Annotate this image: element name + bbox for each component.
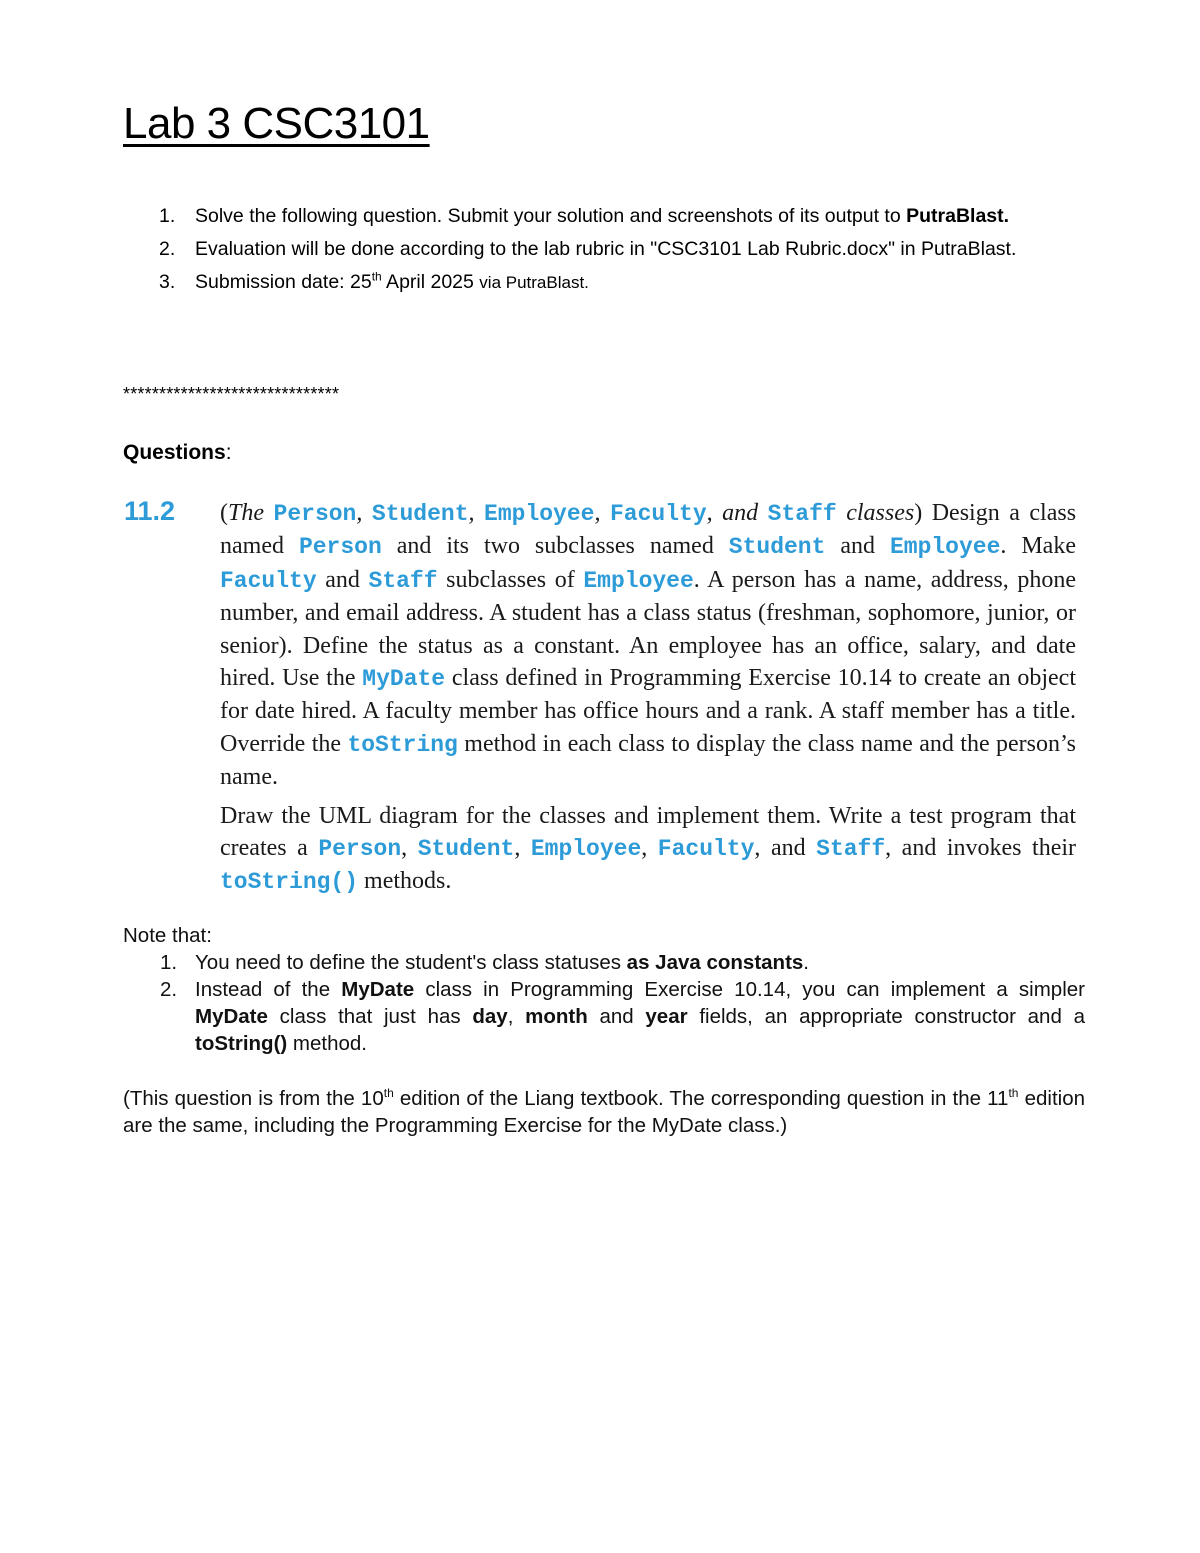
instruction-list — [159, 200, 1059, 299]
instruction-item — [159, 233, 1059, 266]
note-item — [123, 976, 1085, 1057]
note-bold-text: year — [645, 1005, 688, 1028]
note-text: , — [507, 1005, 526, 1028]
code-term: Person — [318, 836, 402, 863]
questions-colon: : — [225, 441, 232, 464]
note-heading: Note that: — [123, 924, 212, 947]
list-number: 2. — [160, 978, 178, 1001]
instruction-text: April 2025 — [381, 271, 480, 293]
code-term: Employee — [889, 534, 1001, 561]
asterisk-separator: ****************************** — [123, 384, 340, 404]
instruction-text: Submission date: 25 — [195, 271, 372, 293]
code-term: Student — [371, 501, 469, 527]
question-text: classes — [836, 500, 915, 526]
code-term: toString() — [220, 869, 359, 896]
code-term: Faculty — [610, 501, 707, 527]
questions-label: Questions — [123, 441, 226, 464]
note-item — [123, 949, 1085, 976]
question-paragraph-1 — [220, 497, 1076, 794]
note-list — [123, 949, 1085, 1057]
question-text: and its two subclasses named — [381, 533, 729, 560]
note-text: You need to define the student's class statuses — [195, 951, 627, 974]
list-number: 3. — [159, 271, 176, 293]
instruction-small-text: via PutraBlast. — [479, 273, 589, 292]
question-text: , and — [706, 500, 768, 526]
note-bold-text: toString() — [195, 1032, 288, 1055]
code-term: Student — [417, 836, 515, 863]
source-note-text: (This question is from the 10 — [123, 1087, 384, 1110]
question-text: , — [468, 500, 485, 526]
list-number: 1. — [160, 951, 178, 974]
superscript: th — [371, 269, 382, 284]
source-note-text: edition of the Liang textbook. The corresponding question in the 11 — [393, 1087, 1009, 1110]
superscript: th — [1008, 1086, 1019, 1101]
superscript: th — [383, 1086, 394, 1101]
instruction-text: Solve the following question. Submit your solution and screenshots of its output to — [195, 205, 907, 227]
question-text: and — [316, 566, 369, 593]
note-bold-text: MyDate — [195, 1005, 268, 1028]
question-text: ( — [220, 500, 228, 526]
list-number: 2. — [159, 238, 176, 260]
note-bold-text: as Java constants — [626, 951, 804, 974]
question-text: class defined in Programming Exercise 10.14 to create an object for date hired. A faculty member has office hours and a rank. A staff member has a title. Override the — [220, 665, 1076, 757]
question-text: , — [594, 500, 610, 526]
document-title: Lab 3 CSC3101 — [123, 99, 430, 148]
source-note — [123, 1085, 1085, 1139]
note-text: and — [587, 1005, 646, 1028]
note-text: class in Programming Exercise 10.14, you can implement a simpler — [414, 978, 1085, 1001]
question-text: , — [356, 500, 372, 526]
code-term: Faculty — [657, 836, 755, 863]
note-text: method. — [287, 1032, 368, 1055]
question-text: , and — [754, 835, 817, 862]
code-term: Faculty — [220, 567, 317, 594]
note-text: . — [803, 951, 809, 974]
question-text: method in each class to display the class name and the person’s name. — [220, 730, 1076, 791]
question-text: methods. — [358, 868, 452, 895]
instruction-item — [159, 266, 1059, 299]
question-text: . Make — [1000, 533, 1076, 560]
question-text: , — [514, 835, 531, 862]
question-text: Draw the UML diagram for the classes and implement them. Write a test program that creates a — [220, 802, 1076, 862]
question-paragraph-2 — [220, 800, 1076, 899]
code-term: MyDate — [362, 666, 446, 693]
questions-heading — [123, 438, 232, 468]
question-text: . A person has a name, address, phone number, and email address. A student has a class status (freshman, sophomore, junior, or senior). Define the status as a constant. An employee has an office, salary, and date hired. Use the — [220, 566, 1076, 692]
code-term: Employee — [583, 567, 694, 594]
note-text: fields, an appropriate constructor and a — [687, 1005, 1085, 1028]
question-body — [220, 497, 1076, 899]
code-term: Staff — [368, 567, 438, 594]
question-text: and — [825, 533, 890, 560]
note-bold-text: MyDate — [341, 978, 415, 1001]
note-text: Instead of the — [195, 978, 342, 1001]
question-text: The — [228, 500, 274, 526]
code-term: Staff — [767, 501, 837, 527]
code-term: Student — [728, 534, 826, 561]
instruction-bold-text: PutraBlast. — [906, 205, 1010, 227]
code-term: Person — [298, 534, 382, 561]
note-bold-text: month — [525, 1005, 588, 1028]
code-term: toString — [347, 731, 458, 758]
instruction-item — [159, 200, 1059, 233]
code-term: Employee — [484, 501, 595, 527]
note-section — [123, 922, 1085, 1057]
code-term: Person — [273, 501, 357, 527]
question-text: , — [401, 835, 418, 862]
question-text: ) Design a class named — [220, 500, 1077, 560]
question-text: , and invokes their — [885, 835, 1077, 862]
question-text: , — [641, 835, 658, 862]
note-bold-text: day — [472, 1005, 508, 1028]
code-term: Employee — [530, 836, 642, 863]
source-note-text: edition are the same, including the Programming Exercise for the MyDate class.) — [123, 1087, 1085, 1137]
list-number: 1. — [159, 205, 176, 227]
question-text: subclasses of — [437, 566, 584, 593]
question-number: 11.2 — [124, 496, 176, 526]
code-term: Staff — [816, 836, 886, 863]
instruction-text: Evaluation will be done according to the lab rubric in "CSC3101 Lab Rubric.docx" in PutraBlast. — [195, 238, 1017, 260]
note-text: class that just has — [267, 1005, 473, 1028]
